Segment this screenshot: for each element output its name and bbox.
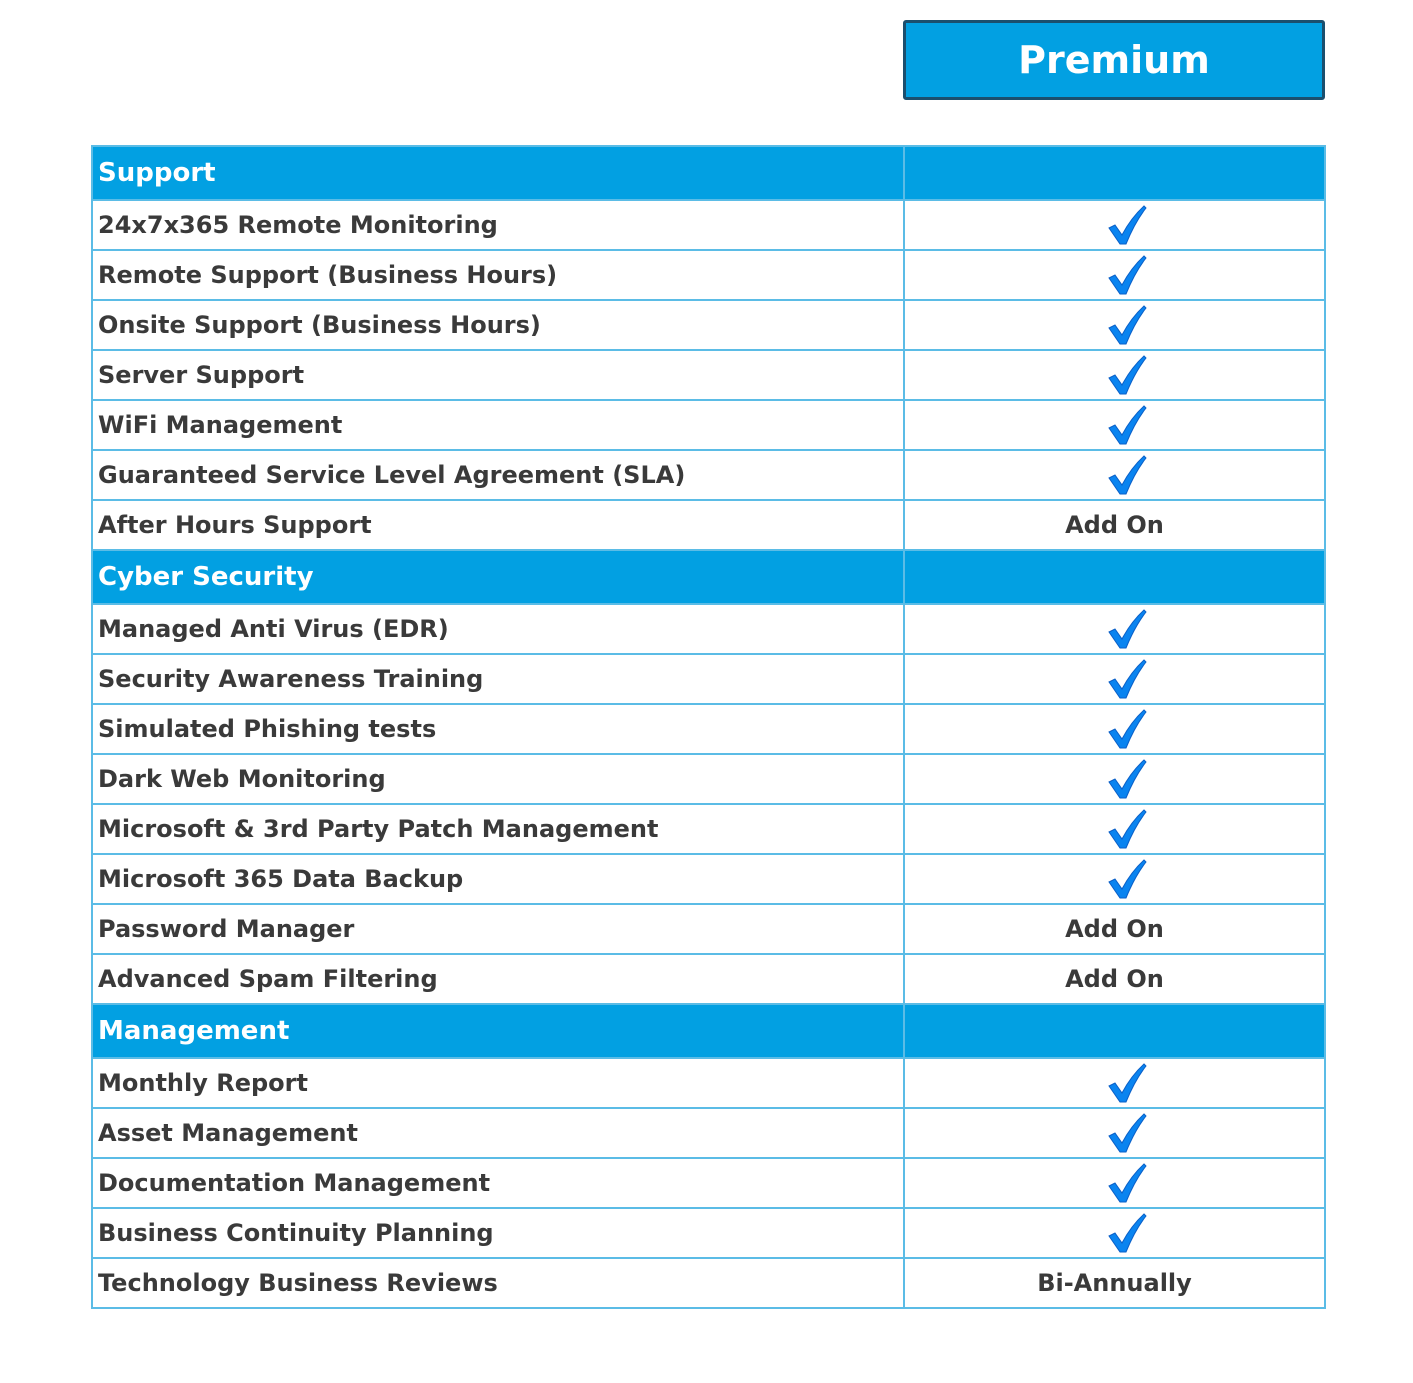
plan-value-cell <box>904 1208 1325 1258</box>
plan-value-cell <box>904 704 1325 754</box>
section-title: Support <box>92 146 904 200</box>
plan-value-text: Bi-Annually <box>1037 1269 1192 1297</box>
section-title: Cyber Security <box>92 550 904 604</box>
feature-label: WiFi Management <box>92 400 904 450</box>
feature-comparison-table <box>91 145 1326 1309</box>
plan-value-cell <box>904 604 1325 654</box>
table-row <box>92 1108 1325 1158</box>
plan-value-cell <box>904 250 1325 300</box>
checkmark-icon <box>1107 858 1147 900</box>
feature-label: Security Awareness Training <box>92 654 904 704</box>
feature-label: Advanced Spam Filtering <box>92 954 904 1004</box>
table-row <box>92 904 1325 954</box>
plan-value-cell <box>904 1058 1325 1108</box>
table-row <box>92 704 1325 754</box>
table-row <box>92 200 1325 250</box>
feature-label: Microsoft & 3rd Party Patch Management <box>92 804 904 854</box>
plan-value-cell <box>904 954 1325 1004</box>
plan-value-cell <box>904 1258 1325 1308</box>
section-plan-cell <box>904 1004 1325 1058</box>
feature-label: Business Continuity Planning <box>92 1208 904 1258</box>
checkmark-icon <box>1107 658 1147 700</box>
table-row <box>92 450 1325 500</box>
plan-value-cell <box>904 854 1325 904</box>
plan-value-cell <box>904 654 1325 704</box>
checkmark-icon <box>1107 304 1147 346</box>
plan-value-cell <box>904 904 1325 954</box>
feature-label: Guaranteed Service Level Agreement (SLA) <box>92 450 904 500</box>
checkmark-icon <box>1107 254 1147 296</box>
checkmark-icon <box>1107 608 1147 650</box>
feature-label: Onsite Support (Business Hours) <box>92 300 904 350</box>
section-header-row <box>92 1004 1325 1058</box>
table-row <box>92 804 1325 854</box>
checkmark-icon <box>1107 1162 1147 1204</box>
plan-value-cell <box>904 500 1325 550</box>
table-row <box>92 400 1325 450</box>
table-row <box>92 654 1325 704</box>
table-row <box>92 604 1325 654</box>
plan-value-cell <box>904 754 1325 804</box>
plan-value-cell <box>904 1158 1325 1208</box>
checkmark-icon <box>1107 404 1147 446</box>
feature-label: Asset Management <box>92 1108 904 1158</box>
feature-label: 24x7x365 Remote Monitoring <box>92 200 904 250</box>
feature-label: Monthly Report <box>92 1058 904 1108</box>
table-row <box>92 350 1325 400</box>
checkmark-icon <box>1107 708 1147 750</box>
feature-label: Password Manager <box>92 904 904 954</box>
feature-label: Simulated Phishing tests <box>92 704 904 754</box>
checkmark-icon <box>1107 454 1147 496</box>
feature-label: Remote Support (Business Hours) <box>92 250 904 300</box>
checkmark-icon <box>1107 354 1147 396</box>
feature-label: Documentation Management <box>92 1158 904 1208</box>
feature-label: Microsoft 365 Data Backup <box>92 854 904 904</box>
table-row <box>92 250 1325 300</box>
table-row <box>92 754 1325 804</box>
table-body <box>92 146 1325 1308</box>
table-row <box>92 1058 1325 1108</box>
table-row <box>92 500 1325 550</box>
plan-value-text: Add On <box>1065 915 1164 943</box>
plan-value-cell <box>904 200 1325 250</box>
table-row <box>92 954 1325 1004</box>
plan-value-cell <box>904 450 1325 500</box>
table-row <box>92 300 1325 350</box>
table-row <box>92 1208 1325 1258</box>
feature-label: Server Support <box>92 350 904 400</box>
plan-header-premium <box>903 20 1325 100</box>
section-plan-cell <box>904 550 1325 604</box>
feature-label: After Hours Support <box>92 500 904 550</box>
checkmark-icon <box>1107 758 1147 800</box>
plan-title: Premium <box>1018 38 1210 82</box>
section-header-row <box>92 146 1325 200</box>
plan-value-cell <box>904 1108 1325 1158</box>
plan-value-text: Add On <box>1065 511 1164 539</box>
section-header-row <box>92 550 1325 604</box>
section-title: Management <box>92 1004 904 1058</box>
checkmark-icon <box>1107 1212 1147 1254</box>
plan-value-cell <box>904 300 1325 350</box>
table-row <box>92 854 1325 904</box>
section-plan-cell <box>904 146 1325 200</box>
feature-label: Dark Web Monitoring <box>92 754 904 804</box>
plan-value-cell <box>904 350 1325 400</box>
feature-label: Managed Anti Virus (EDR) <box>92 604 904 654</box>
checkmark-icon <box>1107 204 1147 246</box>
feature-label: Technology Business Reviews <box>92 1258 904 1308</box>
table-row <box>92 1258 1325 1308</box>
plan-value-cell <box>904 804 1325 854</box>
checkmark-icon <box>1107 1062 1147 1104</box>
plan-value-text: Add On <box>1065 965 1164 993</box>
table-row <box>92 1158 1325 1208</box>
checkmark-icon <box>1107 1112 1147 1154</box>
plan-value-cell <box>904 400 1325 450</box>
checkmark-icon <box>1107 808 1147 850</box>
